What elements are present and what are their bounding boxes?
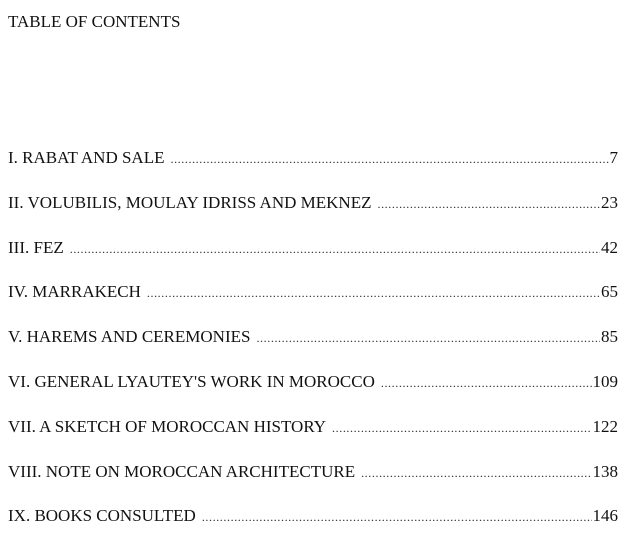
dot-leader <box>147 287 600 299</box>
toc-entry-title: VII. A SKETCH OF MOROCCAN HISTORY <box>8 416 327 436</box>
toc-heading: TABLE OF CONTENTS <box>8 12 181 31</box>
dot-leader <box>377 198 600 210</box>
toc-entry-title: V. HAREMS AND CEREMONIES <box>8 327 251 347</box>
dot-leader <box>170 153 608 165</box>
toc-entry <box>8 506 618 551</box>
toc-entry-title: VIII. NOTE ON MOROCCAN ARCHITECTURE <box>8 461 356 481</box>
toc-entry <box>8 148 618 193</box>
toc-entry <box>8 238 618 283</box>
dot-leader <box>332 422 591 434</box>
toc-entry-page-number: 85 <box>601 327 618 347</box>
toc-entry-page-number: 65 <box>601 282 618 302</box>
toc-entry-title: I. RABAT AND SALE <box>8 148 165 167</box>
toc-entry <box>8 417 618 462</box>
toc-entry-page-number: 138 <box>592 461 618 481</box>
dot-leader <box>361 467 591 479</box>
dot-leader <box>381 377 592 389</box>
toc-entry <box>8 372 618 417</box>
toc-entry-page-number: 122 <box>592 416 618 436</box>
toc-entry <box>8 282 618 327</box>
dot-leader <box>202 511 592 523</box>
toc-entry-title: IV. MARRAKECH <box>8 282 141 302</box>
toc-entry-page-number: 23 <box>601 192 618 212</box>
toc-entry-page-number: 42 <box>601 237 618 257</box>
toc-list <box>8 148 618 551</box>
toc-entry-title: IX. BOOKS CONSULTED <box>8 506 196 526</box>
toc-entry-page-number: 146 <box>592 506 618 526</box>
toc-entry-title: II. VOLUBILIS, MOULAY IDRISS AND MEKNEZ <box>8 192 372 212</box>
toc-entry-title: III. FEZ <box>8 237 64 257</box>
toc-entry-page-number: 7 <box>609 148 618 167</box>
toc-entry <box>8 462 618 507</box>
dot-leader <box>256 332 600 344</box>
toc-entry <box>8 193 618 238</box>
toc-entry <box>8 327 618 372</box>
toc-entry-title: VI. GENERAL LYAUTEY'S WORK IN MOROCCO <box>8 371 375 391</box>
dot-leader <box>70 243 600 255</box>
toc-entry-page-number: 109 <box>592 371 618 391</box>
